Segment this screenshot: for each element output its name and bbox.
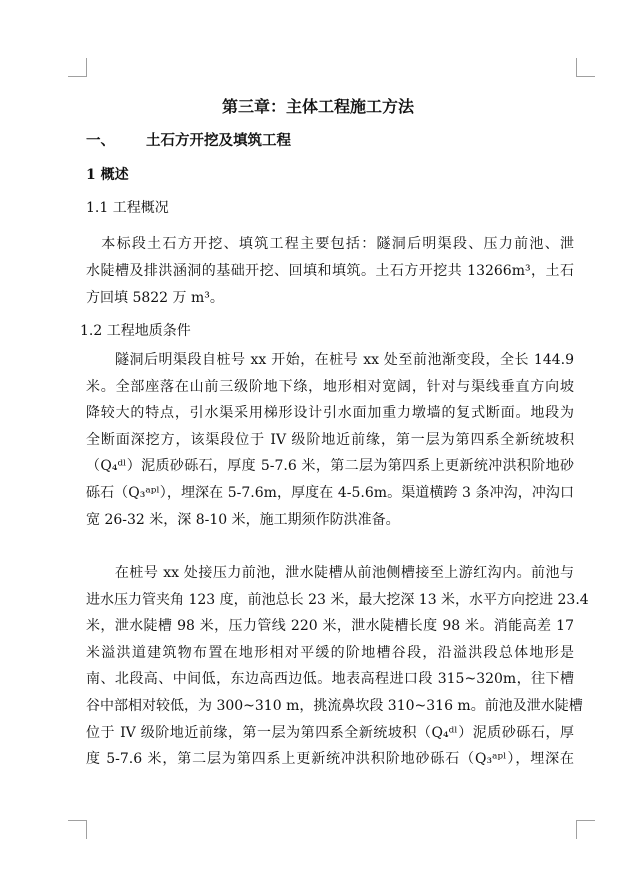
paragraph-line: 水陡槽及排洪涵洞的基础开挖、回填和填筑。土石方开挖共 13266m³，土石 xyxy=(86,263,574,279)
paragraph-line: （Q₄ᵈˡ）泥质砂砾石，厚度 5-7.6 米，第二层为第四系上更新统冲洪积阶地砂 xyxy=(86,458,574,475)
subheading-overview: 1 概述 xyxy=(86,167,129,183)
paragraph-line: 谷中部相对较低，为 300~310 m，挑流鼻坎段 310~316 m。前池及泄水陡槽 xyxy=(86,697,583,714)
paragraph-line: 降较大的特点，引水渠采用梯形设计引水面加重力墩墙的复式断面。地段为 xyxy=(86,405,574,422)
paragraph-line: 砾石（Q₃ᵃᵖˡ），埋深在 5-7.6m，厚度在 4-5.6m。渠道横跨 3 条冲沟，冲沟口 xyxy=(86,484,574,501)
paragraph-line: 在桩号 xx 处接压力前池，泄水陡槽从前池侧槽接至上游红沟内。前池与 xyxy=(86,565,574,581)
paragraph-line: 方回填 5822 万 m³。 xyxy=(86,290,224,306)
subheading-project-overview: 1.1 工程概况 xyxy=(86,200,169,216)
paragraph-line: 本标段土石方开挖、填筑工程主要包括：隧洞后明渠段、压力前池、泄 xyxy=(86,236,574,252)
section-number: 一、 xyxy=(86,132,115,149)
paragraph-line: 度 5-7.6 米，第二层为第四系上更新统冲洪积阶地砂砾石（Q₃ᵃᵖˡ），埋深在 xyxy=(86,751,574,768)
margin-corner-top-left xyxy=(68,58,87,77)
paragraph-forebay-geology xyxy=(86,560,589,773)
paragraph-line: 宽 26-32 米，深 8-10 米，施工期须作防洪准备。 xyxy=(86,511,400,528)
paragraph-line: 全断面深挖方，该渠段位于 IV 级阶地近前缘，第一层为第四系全新统坡积 xyxy=(86,431,574,448)
margin-corner-bottom-right xyxy=(576,820,595,839)
section-heading xyxy=(86,131,291,151)
chapter-title: 第三章：主体工程施工方法 xyxy=(221,97,414,116)
section-label: 土石方开挖及填筑工程 xyxy=(146,132,291,149)
paragraph-line: 位于 IV 级阶地近前缘，第一层为第四系全新统坡积（Q₄ᵈˡ）泥质砂砾石，厚 xyxy=(86,724,574,741)
paragraph-line: 隧洞后明渠段自桩号 xx 开始，在桩号 xx 处至前池渐变段，全长 144.9 xyxy=(86,352,574,368)
paragraph-line: 米溢洪道建筑物布置在地形相对平缓的阶地槽谷段，沿溢洪段总体地形是 xyxy=(86,644,574,661)
paragraph-canal-geology xyxy=(86,347,574,533)
paragraph-line: 米。全部座落在山前三级阶地下绦，地形相对宽阔，针对与渠线垂直方向坡 xyxy=(86,378,574,395)
margin-corner-top-right xyxy=(576,58,595,77)
subheading-geology: 1.2 工程地质条件 xyxy=(80,323,191,339)
paragraph-line: 米，泄水陡槽 98 米，压力管线 220 米，泄水陡槽长度 98 米。消能高差 17 xyxy=(86,618,574,635)
paragraph-line: 进水压力管夹角 123 度，前池总长 23 米，最大挖深 13 米，水平方向挖进 23.4 xyxy=(86,591,589,608)
paragraph-line: 南、北段高、中间低，东边高西边低。地表高程进口段 315~320m，往下槽 xyxy=(86,671,574,688)
margin-corner-bottom-left xyxy=(68,820,87,839)
paragraph-earthwork-summary xyxy=(86,231,574,312)
